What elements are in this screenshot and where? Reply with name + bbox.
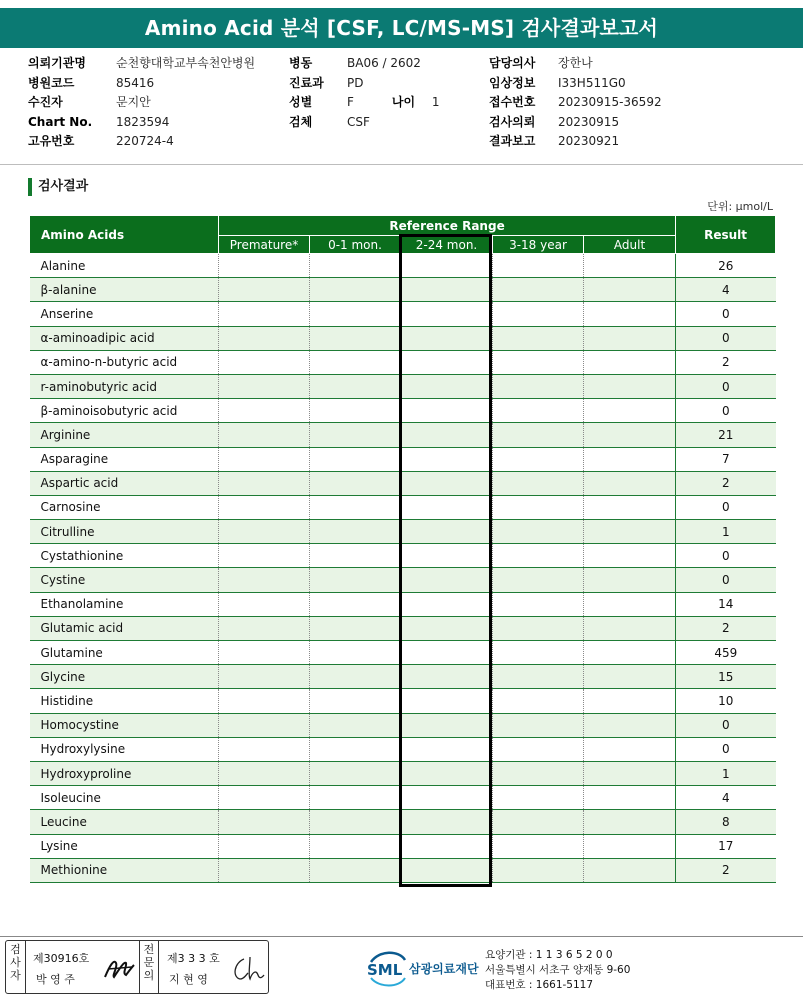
specialist-signature xyxy=(230,953,266,983)
reference-cell xyxy=(493,326,584,350)
amino-acid-name: Ethanolamine xyxy=(30,592,219,616)
result-value: 14 xyxy=(676,592,776,616)
reference-cell xyxy=(584,350,676,374)
reference-cell xyxy=(310,302,401,326)
reference-cell xyxy=(584,399,676,423)
examiner-license: 제30916호 xyxy=(33,952,90,965)
reference-cell xyxy=(219,568,310,592)
org-phone: 대표번호 : 1661-5117 xyxy=(485,979,594,991)
reference-cell xyxy=(493,641,584,665)
reference-cell xyxy=(219,858,310,882)
value-age: 1 xyxy=(431,95,440,109)
reference-cell xyxy=(310,858,401,882)
header-3-18-year: 3-18 year xyxy=(493,236,584,254)
reference-cell xyxy=(493,374,584,398)
result-value: 0 xyxy=(676,399,776,423)
result-value: 2 xyxy=(676,858,776,882)
value-chart-no: 1823594 xyxy=(116,114,170,129)
result-value: 0 xyxy=(676,374,776,398)
reference-cell xyxy=(219,786,310,810)
reference-cell xyxy=(310,761,401,785)
reference-cell xyxy=(493,786,584,810)
reference-cell xyxy=(310,568,401,592)
reference-cell xyxy=(219,471,310,495)
amino-acid-name: Lysine xyxy=(30,834,219,858)
value-request-date: 20230915 xyxy=(558,114,620,129)
amino-acid-name: Asparagine xyxy=(30,447,219,471)
result-value: 4 xyxy=(676,278,776,302)
amino-acid-name: Homocystine xyxy=(30,713,219,737)
header-0-1-mon: 0-1 mon. xyxy=(310,236,401,254)
label-ward: 병동 xyxy=(289,56,313,70)
reference-cell xyxy=(493,423,584,447)
reference-cell xyxy=(584,374,676,398)
amino-acid-name: Glutamine xyxy=(30,641,219,665)
amino-acid-name: Cystine xyxy=(30,568,219,592)
label-hospital-code: 병원코드 xyxy=(28,75,75,90)
result-value: 8 xyxy=(676,810,776,834)
reference-cell xyxy=(310,423,401,447)
value-report-date: 20230921 xyxy=(558,134,620,148)
label-specimen: 검체 xyxy=(289,114,313,129)
value-doctor: 장한나 xyxy=(558,56,593,70)
patient-info-col2 xyxy=(289,54,440,132)
value-ward: BA06 / 2602 xyxy=(347,56,421,70)
section-title: 검사결과 xyxy=(28,178,88,196)
reference-cell xyxy=(219,278,310,302)
result-value: 459 xyxy=(676,641,776,665)
header-reference-range: Reference Range xyxy=(219,216,676,236)
reference-cell xyxy=(219,592,310,616)
examiner-signature xyxy=(102,953,136,983)
label-age: 나이 xyxy=(391,95,416,109)
reference-cell xyxy=(493,665,584,689)
reference-cell xyxy=(493,254,584,278)
reference-cell xyxy=(584,495,676,519)
reference-cell xyxy=(219,254,310,278)
label-institution: 의뢰기관명 xyxy=(28,56,86,70)
result-value: 10 xyxy=(676,689,776,713)
reference-cell xyxy=(219,641,310,665)
header-divider xyxy=(0,164,803,165)
reference-cell xyxy=(219,399,310,423)
amino-acid-name: Alanine xyxy=(30,254,219,278)
reference-cell xyxy=(310,786,401,810)
reference-cell xyxy=(310,447,401,471)
reference-cell xyxy=(310,471,401,495)
reference-cell xyxy=(493,278,584,302)
reference-cell xyxy=(584,834,676,858)
reference-cell xyxy=(219,495,310,519)
reference-cell xyxy=(219,374,310,398)
result-value: 26 xyxy=(676,254,776,278)
report-title: Amino Acid 분석 [CSF, LC/MS-MS] 검사결과보고서 xyxy=(0,8,803,48)
result-value: 0 xyxy=(676,544,776,568)
reference-cell xyxy=(584,858,676,882)
reference-cell xyxy=(310,834,401,858)
reference-cell xyxy=(584,810,676,834)
header-result: Result xyxy=(676,216,776,254)
amino-acid-name: Cystathionine xyxy=(30,544,219,568)
header-amino-acids: Amino Acids xyxy=(30,216,219,254)
result-value: 4 xyxy=(676,786,776,810)
reference-cell xyxy=(584,254,676,278)
reference-cell xyxy=(310,495,401,519)
header-premature: Premature* xyxy=(219,236,310,254)
value-patient: 문지안 xyxy=(116,95,151,109)
reference-cell xyxy=(493,447,584,471)
reference-cell xyxy=(584,278,676,302)
header-adult: Adult xyxy=(584,236,676,254)
result-value: 0 xyxy=(676,326,776,350)
reference-cell xyxy=(219,423,310,447)
amino-acid-name: α-aminoadipic acid xyxy=(30,326,219,350)
amino-acid-name: Anserine xyxy=(30,302,219,326)
label-department: 진료과 xyxy=(289,75,324,90)
reference-cell xyxy=(219,665,310,689)
reference-cell xyxy=(219,326,310,350)
amino-acid-name: Isoleucine xyxy=(30,786,219,810)
reference-cell xyxy=(584,737,676,761)
reference-cell xyxy=(493,520,584,544)
result-value: 17 xyxy=(676,834,776,858)
label-unique-no: 고유번호 xyxy=(28,134,75,148)
reference-cell xyxy=(493,616,584,640)
reference-cell xyxy=(219,447,310,471)
reference-cell xyxy=(493,399,584,423)
reference-cell xyxy=(584,665,676,689)
reference-cell xyxy=(310,689,401,713)
value-department: PD xyxy=(347,75,364,90)
result-value: 7 xyxy=(676,447,776,471)
reference-cell xyxy=(310,254,401,278)
amino-acid-name: r-aminobutyric acid xyxy=(30,374,219,398)
label-clinical-info: 임상정보 xyxy=(489,75,536,90)
reference-cell xyxy=(219,761,310,785)
reference-cell xyxy=(584,786,676,810)
amino-acid-name: Histidine xyxy=(30,689,219,713)
reference-cell xyxy=(219,544,310,568)
result-value: 2 xyxy=(676,616,776,640)
amino-acid-name: Hydroxylysine xyxy=(30,737,219,761)
reference-cell xyxy=(219,350,310,374)
org-logo xyxy=(365,948,485,988)
result-value: 0 xyxy=(676,495,776,519)
value-institution: 순천향대학교부속천안병원 xyxy=(116,56,256,70)
value-unique-no: 220724-4 xyxy=(116,134,174,148)
reference-cell xyxy=(584,713,676,737)
amino-acid-name: Citrulline xyxy=(30,520,219,544)
reference-cell xyxy=(310,616,401,640)
reference-cell xyxy=(310,350,401,374)
result-value: 0 xyxy=(676,713,776,737)
result-value: 15 xyxy=(676,665,776,689)
reference-cell xyxy=(310,399,401,423)
amino-acid-name: β-aminoisobutyric acid xyxy=(30,399,219,423)
value-specimen: CSF xyxy=(347,114,370,129)
unit-label: 단위: μmol/L xyxy=(707,200,773,213)
reference-cell xyxy=(219,737,310,761)
reference-cell xyxy=(584,423,676,447)
reference-cell xyxy=(310,665,401,689)
examiner-name: 박 영 주 xyxy=(36,973,75,986)
reference-cell xyxy=(493,810,584,834)
reference-cell xyxy=(219,616,310,640)
signature-box xyxy=(5,940,269,994)
reference-cell xyxy=(493,471,584,495)
reference-cell xyxy=(584,544,676,568)
amino-acid-name: Aspartic acid xyxy=(30,471,219,495)
result-value: 0 xyxy=(676,302,776,326)
reference-cell xyxy=(493,834,584,858)
reference-cell xyxy=(219,713,310,737)
result-value: 0 xyxy=(676,568,776,592)
reference-cell xyxy=(584,761,676,785)
header-2-24-mon: 2-24 mon. xyxy=(401,236,493,254)
reference-cell xyxy=(584,520,676,544)
result-value: 2 xyxy=(676,471,776,495)
result-value: 1 xyxy=(676,761,776,785)
result-value: 2 xyxy=(676,350,776,374)
reference-cell xyxy=(493,495,584,519)
reference-cell xyxy=(493,568,584,592)
result-value: 0 xyxy=(676,737,776,761)
amino-acid-name: Leucine xyxy=(30,810,219,834)
reference-cell xyxy=(219,689,310,713)
footer-divider xyxy=(0,936,803,937)
specialist-label: 전 문 의 xyxy=(139,941,159,993)
reference-cell xyxy=(219,834,310,858)
value-clinical-info: I33H511G0 xyxy=(558,75,626,90)
reference-cell xyxy=(584,616,676,640)
amino-acid-name: Methionine xyxy=(30,858,219,882)
reference-cell xyxy=(584,568,676,592)
sml-logo-icon xyxy=(365,948,409,988)
amino-acid-name: α-amino-n-butyric acid xyxy=(30,350,219,374)
reference-cell xyxy=(584,689,676,713)
reference-cell xyxy=(493,302,584,326)
reference-cell xyxy=(493,592,584,616)
examiner-label: 검 사 자 xyxy=(6,941,26,993)
reference-cell xyxy=(584,326,676,350)
amino-acid-name: Arginine xyxy=(30,423,219,447)
amino-acid-name: β-alanine xyxy=(30,278,219,302)
reference-cell xyxy=(310,592,401,616)
org-info xyxy=(485,948,630,993)
reference-cell xyxy=(493,713,584,737)
value-sex: F xyxy=(347,95,354,109)
patient-info-col3 xyxy=(489,54,662,152)
reference-cell xyxy=(310,737,401,761)
reference-cell xyxy=(219,810,310,834)
reference-cell xyxy=(584,641,676,665)
reference-cell xyxy=(310,810,401,834)
highlight-box xyxy=(399,234,492,887)
specialist-name: 지 현 영 xyxy=(169,973,208,986)
reference-cell xyxy=(310,278,401,302)
reference-cell xyxy=(493,761,584,785)
reference-cell xyxy=(493,544,584,568)
label-patient: 수진자 xyxy=(28,95,63,109)
label-request-date: 검사의뢰 xyxy=(489,114,536,129)
reference-cell xyxy=(584,471,676,495)
label-doctor: 담당의사 xyxy=(489,56,536,70)
reference-cell xyxy=(310,544,401,568)
reference-cell xyxy=(493,858,584,882)
org-address: 서울특별시 서초구 양재동 9-60 xyxy=(485,964,631,976)
reference-cell xyxy=(310,326,401,350)
value-hospital-code: 85416 xyxy=(116,75,155,90)
reference-cell xyxy=(493,737,584,761)
amino-acid-name: Hydroxyproline xyxy=(30,761,219,785)
org-name: 삼광의료재단 xyxy=(409,962,479,976)
value-receipt-no: 20230915-36592 xyxy=(558,95,662,109)
org-code: 요양기관 : 1 1 3 6 5 2 0 0 xyxy=(485,949,613,961)
reference-cell xyxy=(310,641,401,665)
amino-acid-name: Glutamic acid xyxy=(30,616,219,640)
label-chart-no: Chart No. xyxy=(28,114,93,129)
result-value: 1 xyxy=(676,520,776,544)
reference-cell xyxy=(310,520,401,544)
reference-cell xyxy=(310,374,401,398)
logo-text-sml: SML xyxy=(367,961,403,979)
result-value: 21 xyxy=(676,423,776,447)
amino-acid-name: Glycine xyxy=(30,665,219,689)
reference-cell xyxy=(493,350,584,374)
reference-cell xyxy=(584,592,676,616)
specialist-license: 제3 3 3 호 xyxy=(167,952,220,965)
label-receipt-no: 접수번호 xyxy=(489,95,536,109)
amino-acid-name: Carnosine xyxy=(30,495,219,519)
reference-cell xyxy=(584,447,676,471)
reference-cell xyxy=(310,713,401,737)
reference-cell xyxy=(219,520,310,544)
reference-cell xyxy=(219,302,310,326)
label-report-date: 결과보고 xyxy=(489,134,536,148)
patient-info-col1 xyxy=(28,54,255,152)
label-sex: 성별 xyxy=(289,95,313,109)
reference-cell xyxy=(493,689,584,713)
reference-cell xyxy=(584,302,676,326)
